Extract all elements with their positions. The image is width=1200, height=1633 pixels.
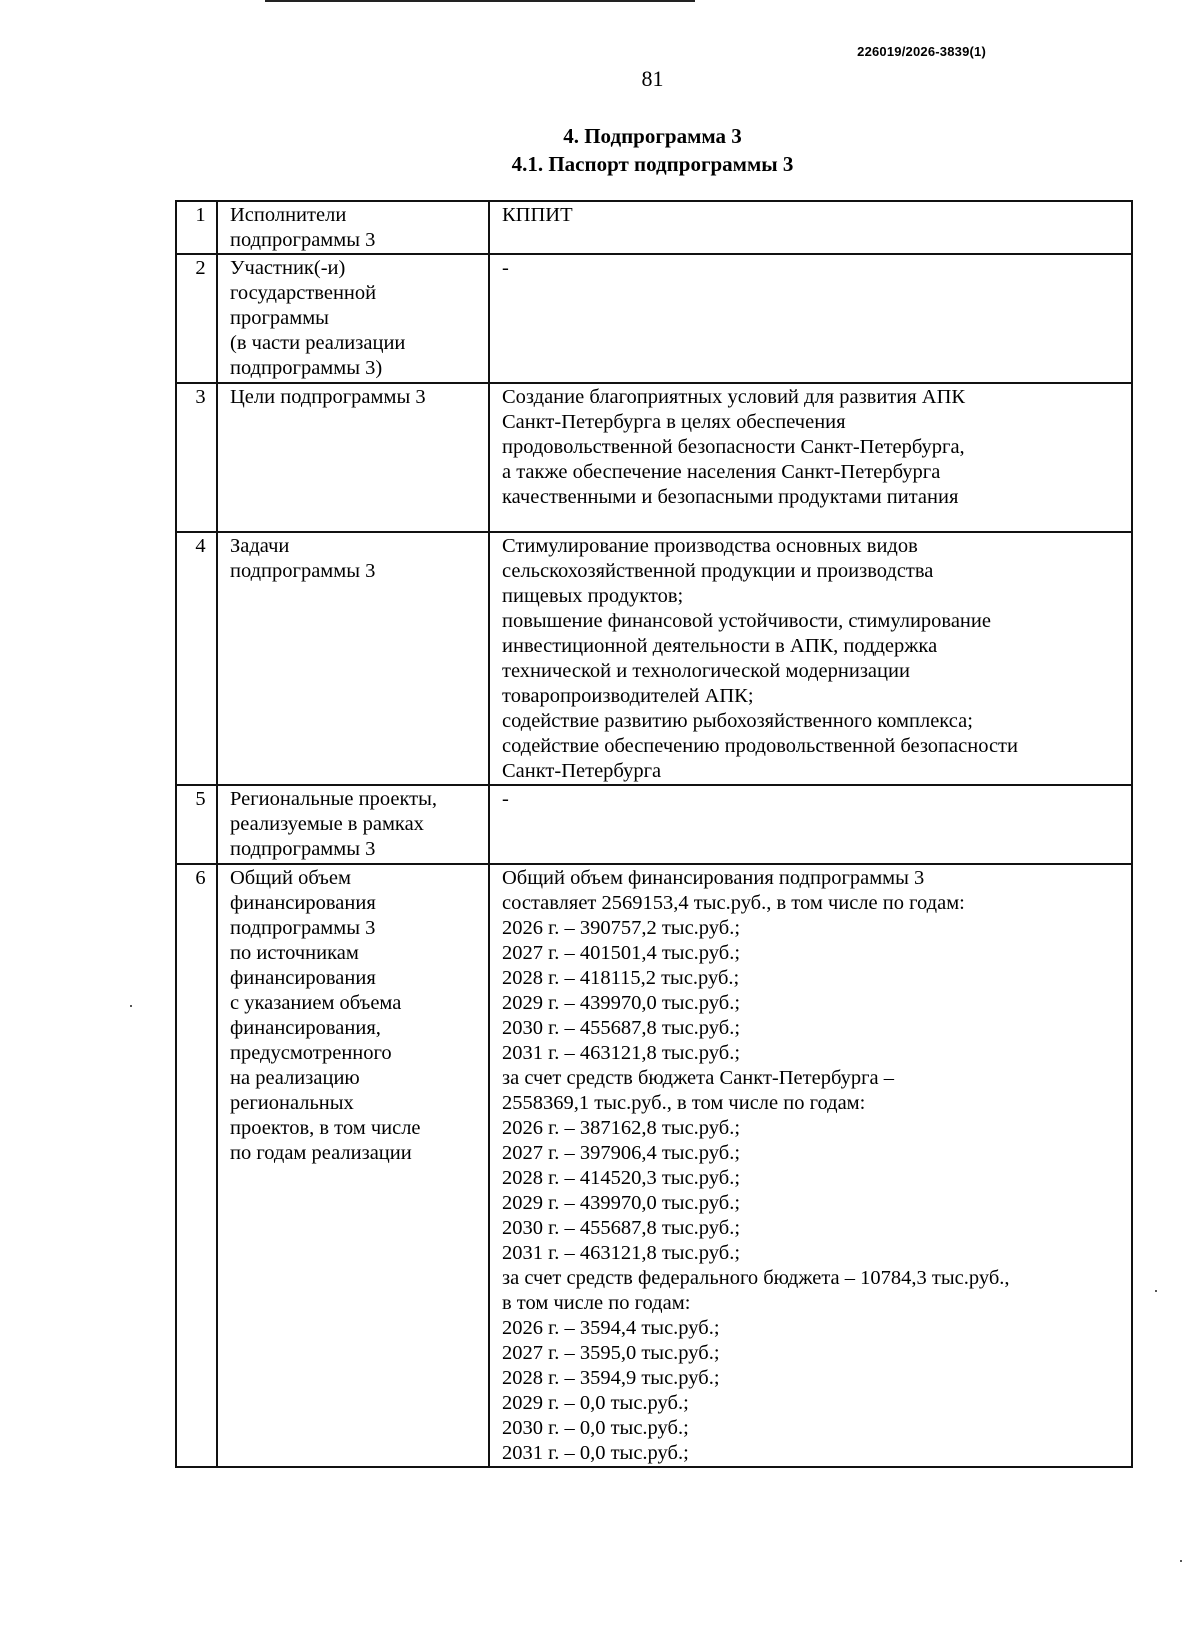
value-line: 2026 г. – 390757,2 тыс.руб.; xyxy=(502,917,741,939)
row-number: 5 xyxy=(176,785,217,864)
value-line: качественными и безопасными продуктами питания xyxy=(502,486,959,508)
table-row xyxy=(176,383,1132,532)
value-line: 2030 г. – 455687,8 тыс.руб.; xyxy=(502,1217,741,1239)
label-line: подпрограммы 3 xyxy=(230,560,376,582)
document-id: 226019/2026-3839(1) xyxy=(857,44,986,59)
value-line: а также обеспечение населения Санкт-Петербурга xyxy=(502,461,941,483)
label-line: региональных xyxy=(230,1092,354,1114)
row-value xyxy=(489,785,1132,864)
row-label xyxy=(217,864,489,1467)
value-line: 2030 г. – 0,0 тыс.руб.; xyxy=(502,1417,689,1439)
value-line: инвестиционной деятельности в АПК, поддержка xyxy=(502,635,938,657)
table-row xyxy=(176,785,1132,864)
value-line: Санкт-Петербурга xyxy=(502,760,662,782)
row-label xyxy=(217,785,489,864)
table-row xyxy=(176,254,1132,383)
label-line: Цели подпрограммы 3 xyxy=(230,386,426,408)
table-row xyxy=(176,864,1132,1467)
value-line: сельскохозяйственной продукции и производства xyxy=(502,560,934,582)
row-label xyxy=(217,383,489,532)
value-line: содействие обеспечению продовольственной безопасности xyxy=(502,735,1018,757)
value-line: товаропроизводителей АПК; xyxy=(502,685,754,707)
value-line: 2028 г. – 418115,2 тыс.руб.; xyxy=(502,967,740,989)
row-label xyxy=(217,201,489,254)
label-line: на реализацию xyxy=(230,1067,360,1089)
row-number: 4 xyxy=(176,532,217,785)
passport-table xyxy=(175,200,1133,1468)
value-line: содействие развитию рыбохозяйственного комплекса; xyxy=(502,710,973,732)
value-line: - xyxy=(502,257,509,279)
section-title: 4. Подпрограмма 3 xyxy=(563,124,742,148)
row-value xyxy=(489,532,1132,785)
row-number: 1 xyxy=(176,201,217,254)
label-line: подпрограммы 3) xyxy=(230,357,383,379)
row-number: 6 xyxy=(176,864,217,1467)
value-line: повышение финансовой устойчивости, стимулирование xyxy=(502,610,991,632)
label-line: предусмотренного xyxy=(230,1042,392,1064)
label-line: по годам реализации xyxy=(230,1142,412,1164)
value-line: продовольственной безопасности Санкт-Петербурга, xyxy=(502,436,965,458)
scan-mark xyxy=(1180,1560,1182,1562)
section-subtitle: 4.1. Паспорт подпрограммы 3 xyxy=(511,152,794,176)
label-line: проектов, в том числе xyxy=(230,1117,421,1139)
label-line: подпрограммы 3 xyxy=(230,917,376,939)
value-line: 2027 г. – 397906,4 тыс.руб.; xyxy=(502,1142,741,1164)
label-line: Участник(-и) xyxy=(230,257,346,279)
label-line: (в части реализации xyxy=(230,332,406,354)
value-line: 2029 г. – 439970,0 тыс.руб.; xyxy=(502,1192,741,1214)
label-line: подпрограммы 3 xyxy=(230,229,376,251)
page-number: 81 xyxy=(641,66,664,91)
value-line: 2029 г. – 0,0 тыс.руб.; xyxy=(502,1392,689,1414)
scan-mark xyxy=(1155,1290,1157,1292)
row-number: 2 xyxy=(176,254,217,383)
value-line: КППИТ xyxy=(502,204,573,226)
value-line: 2027 г. – 401501,4 тыс.руб.; xyxy=(502,942,741,964)
label-line: по источникам xyxy=(230,942,359,964)
value-line: 2028 г. – 414520,3 тыс.руб.; xyxy=(502,1167,741,1189)
value-line: за счет средств бюджета Санкт-Петербурга – xyxy=(502,1067,894,1089)
value-line: в том числе по годам: xyxy=(502,1292,691,1314)
value-line: Санкт-Петербурга в целях обеспечения xyxy=(502,411,846,433)
label-line: Задачи xyxy=(230,535,290,557)
value-line: 2030 г. – 455687,8 тыс.руб.; xyxy=(502,1017,741,1039)
row-value xyxy=(489,201,1132,254)
label-line: финансирования xyxy=(230,892,376,914)
value-line: 2558369,1 тыс.руб., в том числе по годам: xyxy=(502,1092,866,1114)
label-line: финансирования xyxy=(230,967,376,989)
label-line: Региональные проекты, xyxy=(230,788,438,810)
row-number: 3 xyxy=(176,383,217,532)
label-line: государственной xyxy=(230,282,377,304)
table-row xyxy=(176,201,1132,254)
label-line: Исполнители xyxy=(230,204,347,226)
value-line: Стимулирование производства основных видов xyxy=(502,535,918,557)
value-line: - xyxy=(502,788,509,810)
value-line: 2026 г. – 3594,4 тыс.руб.; xyxy=(502,1317,720,1339)
value-line: 2029 г. – 439970,0 тыс.руб.; xyxy=(502,992,741,1014)
table-row xyxy=(176,532,1132,785)
scan-top-line xyxy=(265,0,695,2)
value-line: за счет средств федерального бюджета – 10784,3 тыс.руб., xyxy=(502,1267,1010,1289)
row-label xyxy=(217,532,489,785)
label-line: подпрограммы 3 xyxy=(230,838,376,860)
label-line: Общий объем xyxy=(230,867,351,889)
value-line: 2031 г. – 0,0 тыс.руб.; xyxy=(502,1442,689,1464)
value-line: технической и технологической модернизации xyxy=(502,660,910,682)
value-line: 2031 г. – 463121,8 тыс.руб.; xyxy=(502,1042,741,1064)
value-line: 2028 г. – 3594,9 тыс.руб.; xyxy=(502,1367,720,1389)
value-line: составляет 2569153,4 тыс.руб., в том числе по годам: xyxy=(502,892,965,914)
label-line: реализуемые в рамках xyxy=(230,813,424,835)
row-value xyxy=(489,254,1132,383)
value-line: пищевых продуктов; xyxy=(502,585,684,607)
row-value xyxy=(489,864,1132,1467)
label-line: финансирования, xyxy=(230,1017,381,1039)
label-line: с указанием объема xyxy=(230,992,402,1014)
row-label xyxy=(217,254,489,383)
value-line: 2027 г. – 3595,0 тыс.руб.; xyxy=(502,1342,720,1364)
row-value xyxy=(489,383,1132,532)
scan-mark xyxy=(130,1005,132,1007)
value-line: 2031 г. – 463121,8 тыс.руб.; xyxy=(502,1242,741,1264)
value-line: Создание благоприятных условий для развития АПК xyxy=(502,386,966,408)
value-line: Общий объем финансирования подпрограммы 3 xyxy=(502,867,925,889)
label-line: программы xyxy=(230,307,329,329)
value-line: 2026 г. – 387162,8 тыс.руб.; xyxy=(502,1117,741,1139)
